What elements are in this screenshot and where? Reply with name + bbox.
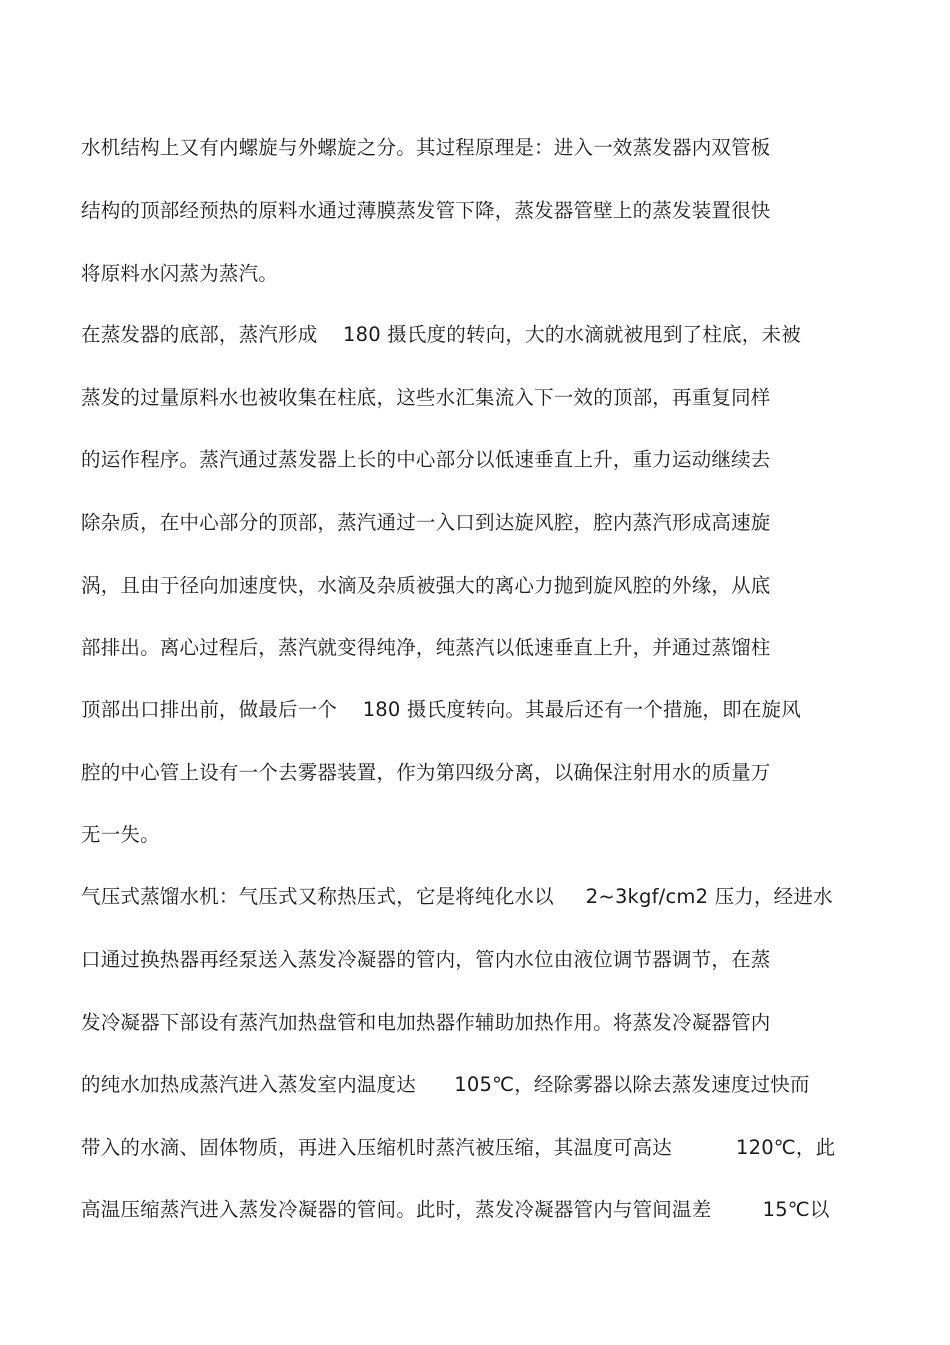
text-line: 涡，且由于径向加速度快，水滴及杂质被强大的离心力抛到旋风腔的外缘，从底 [81,574,771,597]
text-line: 除杂质，在中心部分的顶部，蒸汽通过一入口到达旋风腔，腔内蒸汽形成高速旋 [81,511,771,534]
text-line: 无一失。 [81,823,160,846]
text-line: 带入的水滴、固体物质，再进入压缩机时蒸汽被压缩，其温度可高达 120℃，此 [81,1136,836,1159]
text-line: 蒸发的过量原料水也被收集在柱底，这些水汇集流入下一效的顶部，再重复同样 [81,386,771,409]
text-line: 顶部出口排出前，做最后一个 180 摄氏度转向。其最后还有一个措施，即在旋风 [81,698,801,721]
text-line: 腔的中心管上设有一个去雾器装置，作为第四级分离，以确保注射用水的质量万 [81,761,771,784]
text-line: 在蒸发器的底部，蒸汽形成 180 摄氏度的转向，大的水滴就被甩到了柱底，未被 [81,323,801,346]
text-line: 的运作程序。蒸汽通过蒸发器上长的中心部分以低速垂直上升，重力运动继续去 [81,448,771,471]
text-line: 发冷凝器下部设有蒸汽加热盘管和电加热器作辅助加热作用。将蒸发冷凝器管内 [81,1011,771,1034]
text-line: 的纯水加热成蒸汽进入蒸发室内温度达 105℃，经除雾器以除去蒸发速度过快而 [81,1073,810,1096]
text-line: 结构的顶部经预热的原料水通过薄膜蒸发管下降，蒸发器管壁上的蒸发装置很快 [81,199,771,222]
text-line: 口通过换热器再经泵送入蒸发冷凝器的管内，管内水位由液位调节器调节，在蒸 [81,948,771,971]
text-line: 部排出。离心过程后，蒸汽就变得纯净，纯蒸汽以低速垂直上升，并通过蒸馏柱 [81,636,771,659]
text-line: 水机结构上又有内螺旋与外螺旋之分。其过程原理是：进入一效蒸发器内双管板 [81,136,771,159]
text-line: 高温压缩蒸汽进入蒸发冷凝器的管间。此时，蒸发冷凝器管内与管间温差 15℃以 [81,1198,830,1221]
text-line: 气压式蒸馏水机：气压式又称热压式，它是将纯化水以 2~3kgf/cm2 压力，经进水 [81,885,833,908]
text-line: 将原料水闪蒸为蒸汽。 [81,262,279,285]
